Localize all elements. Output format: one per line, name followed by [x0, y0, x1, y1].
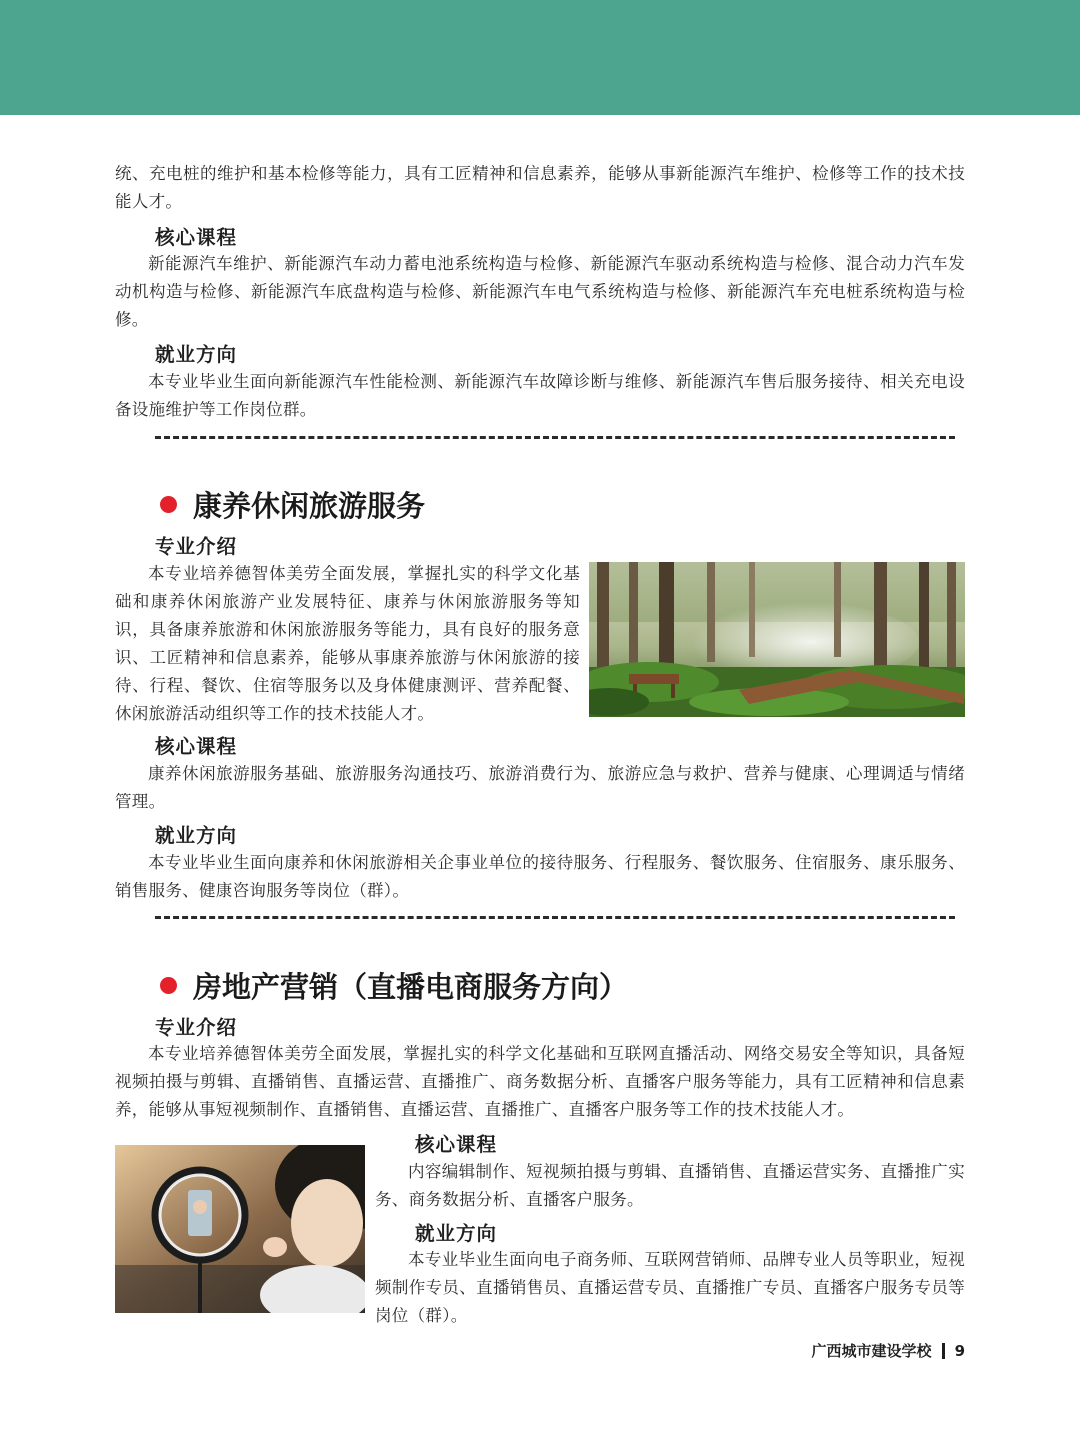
core-courses-text: 新能源汽车维护、新能源汽车动力蓄电池系统构造与检修、新能源汽车驱动系统构造与检修、混合动力汽车发动机构造与检修、新能源汽车底盘构造与检修、新能源汽车电气系统构造与检修、新能源汽车充电桩系统构造与检修。: [115, 254, 965, 329]
header-band: [0, 0, 1080, 115]
section-divider: [155, 916, 955, 919]
core-courses-heading: 核心课程: [415, 1133, 498, 1156]
livestream-illustration: [115, 1145, 365, 1313]
footer-divider: [942, 1343, 945, 1359]
core-courses-heading: 核心课程: [155, 735, 238, 758]
section-title-text: 房地产营销（直播电商服务方向）: [193, 969, 629, 1004]
intro-text: 本专业培养德智体美劳全面发展，掌握扎实的科学文化基础和互联网直播活动、网络交易安全等知识，具备短视频拍摄与剪辑、直播销售、直播运营、直播推广、商务数据分析、直播客户服务等能力，具有工匠精神和信息素养，能够从事短视频制作、直播销售、直播运营、直播推广、直播客户服务等工作的技术技能人才。: [115, 1044, 965, 1119]
section-divider: [155, 436, 955, 439]
school-name: 广西城市建设学校: [811, 1342, 932, 1360]
section-title: [160, 484, 425, 524]
bullet-dot: [160, 496, 177, 513]
page-footer: [812, 1340, 965, 1361]
core-courses-heading: 核心课程: [155, 226, 238, 249]
intro-text: 本专业培养德智体美劳全面发展，掌握扎实的科学文化基础和康养休闲旅游产业发展特征、康养与休闲旅游服务等知识，具备康养旅游和休闲旅游服务等能力，具有良好的服务意识、工匠精神和信息素养，能够从事康养旅游与休闲旅游的接待、行程、餐饮、住宿等服务以及身体健康测评、营养配餐、休闲旅游活动组织等工作的技术技能人才。: [115, 564, 580, 723]
career-heading: 就业方向: [155, 824, 238, 847]
career-text: 本专业毕业生面向电子商务师、互联网营销师、品牌专业人员等职业，短视频制作专员、直播销售员、直播运营专员、直播推广专员、直播客户服务专员等岗位（群）。: [375, 1250, 965, 1325]
intro-continuation: 统、充电桩的维护和基本检修等能力，具有工匠精神和信息素养，能够从事新能源汽车维护、检修等工作的技术技能人才。: [115, 164, 965, 211]
section-title-text: 康养休闲旅游服务: [193, 488, 426, 523]
forest-illustration: [589, 562, 965, 717]
core-courses-text: 内容编辑制作、短视频拍摄与剪辑、直播销售、直播运营实务、直播推广实务、商务数据分析、直播客户服务。: [375, 1162, 965, 1209]
intro-heading: 专业介绍: [155, 535, 238, 558]
section-title: [160, 965, 628, 1005]
core-courses-text: 康养休闲旅游服务基础、旅游服务沟通技巧、旅游消费行为、旅游应急与救护、营养与健康、心理调适与情绪管理。: [115, 764, 965, 811]
bullet-dot: [160, 977, 177, 994]
career-text: 本专业毕业生面向康养和休闲旅游相关企事业单位的接待服务、行程服务、餐饮服务、住宿服务、康乐服务、销售服务、健康咨询服务等岗位（群）。: [115, 853, 965, 900]
intro-heading: 专业介绍: [155, 1016, 238, 1039]
livestream-photo: [115, 1145, 365, 1313]
page-number: 9: [954, 1341, 965, 1360]
career-text: 本专业毕业生面向新能源汽车性能检测、新能源汽车故障诊断与维修、新能源汽车售后服务接待、相关充电设备设施维护等工作岗位群。: [115, 372, 965, 419]
career-heading: 就业方向: [415, 1222, 498, 1245]
forest-photo: [589, 562, 965, 717]
career-heading: 就业方向: [155, 343, 238, 366]
